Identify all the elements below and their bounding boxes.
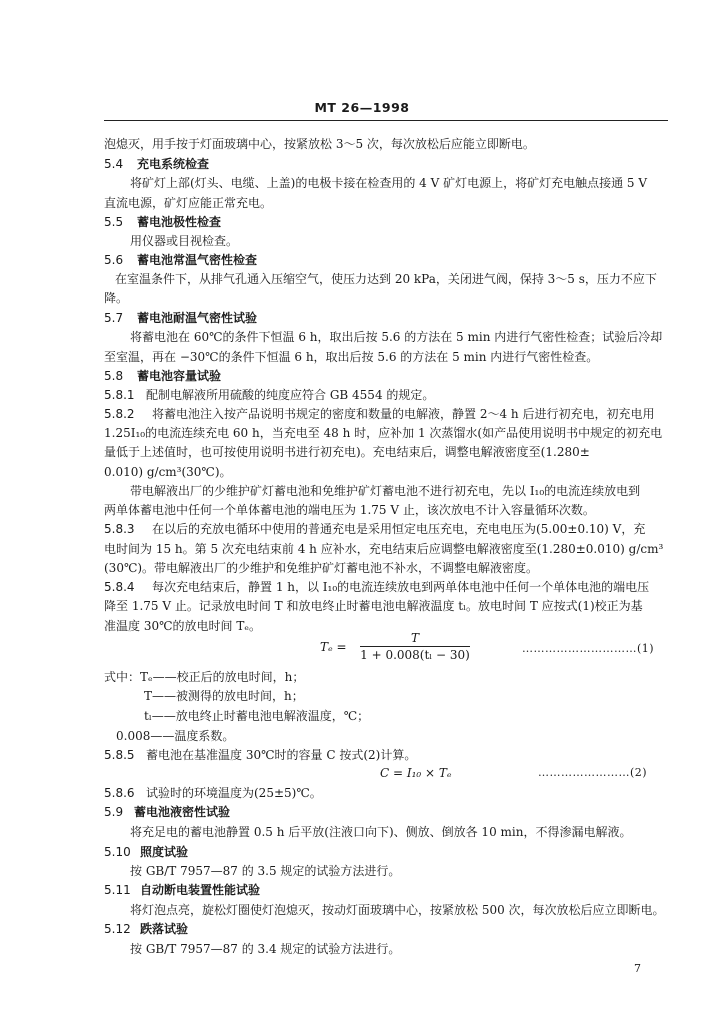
body-text-line: 蓄电池在基准温度 30℃时的容量 C 按式(2)计算。 xyxy=(146,748,417,762)
section-title: 蓄电池常温气密性检查 xyxy=(137,253,258,267)
body-text-line: 在室温条件下，从排气孔通入压缩空气，使压力达到 20 kPa，关闭进气阀，保持 3～5 s，压力不应下 xyxy=(115,272,657,286)
eq2-expression: C = I₁₀ × Tₑ xyxy=(380,766,452,780)
section-number: 5.6 xyxy=(104,253,124,267)
eq2-tag: ……………………(2) xyxy=(538,766,648,779)
standard-number-header: MT 26—1998 xyxy=(314,100,410,115)
section-number: 5.11 xyxy=(104,883,131,897)
body-text-line: 降至 1.75 V 止。记录放电时间 T 和放电终止时蓄电池电解液温度 tₗ。放电时间 T 应按式(1)校正为基 xyxy=(104,599,643,613)
eq1-numerator: T xyxy=(360,631,470,647)
body-text-line: 将蓄电池注入按产品说明书规定的密度和数量的电解液，静置 2～4 h 后进行初充电，初充电用 xyxy=(152,407,655,421)
section-number: 5.8.4 xyxy=(104,580,135,594)
header-rule xyxy=(104,120,668,121)
body-text-line: 带电解液出厂的少维护矿灯蓄电池和免维护矿灯蓄电池不进行初充电，先以 I₁₀的电流连续放电到 xyxy=(130,484,641,498)
section-number: 5.8.1 xyxy=(104,388,135,402)
eq1-lhs: Tₑ = xyxy=(320,640,347,654)
section-number: 5.7 xyxy=(104,311,124,325)
body-text-line: tₗ——放电终止时蓄电池电解液温度，℃； xyxy=(144,709,370,723)
page-number: 7 xyxy=(634,962,641,975)
body-text-line: 泡熄灭，用手按于灯面玻璃中心，按紧放松 3～5 次，每次放松后应能立即断电。 xyxy=(104,137,535,151)
body-text-line: 0.008——温度系数。 xyxy=(116,729,235,743)
section-title: 蓄电池液密性试验 xyxy=(134,805,231,819)
section-number: 5.8.5 xyxy=(104,748,135,762)
body-text-line: 直流电源，矿灯应能正常充电。 xyxy=(104,196,273,210)
section-number: 5.4 xyxy=(104,157,124,171)
section-title: 蓄电池极性检查 xyxy=(137,215,222,229)
body-text-line: 将蓄电池在 60℃的条件下恒温 6 h，取出后按 5.6 的方法在 5 min 内进行气密性检查；试验后冷却 xyxy=(130,330,663,344)
body-text-line: 在以后的充放电循环中使用的普通充电是采用恒定电压充电，充电电压为(5.00±0.10) V，充 xyxy=(152,522,646,536)
eq1-fraction xyxy=(360,631,470,663)
body-text-line: T——被测得的放电时间，h； xyxy=(144,689,304,703)
body-text-line: 电时间为 15 h。第 5 次充电结束前 4 h 应补水，充电结束后应调整电解液密度至(1.280±0.010) g/cm³ xyxy=(104,542,664,556)
section-title: 自动断电装置性能试验 xyxy=(140,883,261,897)
section-number: 5.10 xyxy=(104,845,131,859)
body-text-line: 降。 xyxy=(104,291,129,305)
body-text-line: 量低于上述值时，也可按使用说明书进行初充电)。充电结束后，调整电解液密度至(1.280± xyxy=(104,445,590,459)
section-title: 照度试验 xyxy=(140,845,189,859)
section-number: 5.12 xyxy=(104,922,131,936)
body-text-line: 按 GB/T 7957—87 的 3.4 规定的试验方法进行。 xyxy=(130,942,401,956)
section-number: 5.8.3 xyxy=(104,522,135,536)
body-text-line: 至室温，再在 −30℃的条件下恒温 6 h，取出后按 5.6 的方法在 5 min 内进行气密性检查。 xyxy=(104,350,599,364)
section-number: 5.8.6 xyxy=(104,786,135,800)
body-text-line: 将充足电的蓄电池静置 0.5 h 后平放(注液口向下)、侧放、倒放各 10 min，不得渗漏电解液。 xyxy=(130,825,632,839)
section-number: 5.9 xyxy=(104,805,124,819)
section-title: 跌落试验 xyxy=(140,922,189,936)
body-text-line: 准温度 30℃的放电时间 Tₑ。 xyxy=(104,619,261,633)
section-number: 5.8.2 xyxy=(104,407,135,421)
body-text-line: 式中：Tₑ——校正后的放电时间，h； xyxy=(104,670,305,684)
body-text-line: 两单体蓄电池中任何一个单体蓄电池的端电压为 1.75 V 止，该次放电不计入容量循环次数。 xyxy=(104,503,595,517)
body-text-line: 用仪器或目视检查。 xyxy=(130,234,239,248)
body-text-line: 每次充电结束后，静置 1 h，以 I₁₀的电流连续放电到两单体电池中任何一个单体电池的端电压 xyxy=(152,580,650,594)
eq1-denominator: 1 + 0.008(tₗ − 30) xyxy=(360,648,470,662)
body-text-line: 按 GB/T 7957—87 的 3.5 规定的试验方法进行。 xyxy=(130,864,401,878)
section-title: 蓄电池容量试验 xyxy=(137,369,222,383)
section-title: 充电系统检查 xyxy=(137,157,210,171)
body-text-line: 将矿灯上部(灯头、电缆、上盖)的电极卡接在检查用的 4 V 矿灯电源上，将矿灯充电触点接通 5 V xyxy=(130,176,648,190)
body-text-line: 配制电解液所用硫酸的纯度应符合 GB 4554 的规定。 xyxy=(146,388,435,402)
section-number: 5.5 xyxy=(104,215,124,229)
body-text-line: (30℃)。带电解液出厂的少维护和免维护矿灯蓄电池不补水，不调整电解液密度。 xyxy=(104,561,539,575)
body-text-line: 将灯泡点亮，旋松灯圈使灯泡熄灭，按动灯面玻璃中心，按紧放松 500 次，每次放松后应立即断电。 xyxy=(130,903,665,917)
section-number: 5.8 xyxy=(104,369,124,383)
body-text-line: 1.25I₁₀的电流连续充电 60 h，当充电至 48 h 时，应补加 1 次蒸馏水(如产品使用说明书中规定的初充电 xyxy=(104,426,663,440)
eq1-tag: …………………………(1) xyxy=(522,642,655,655)
body-text-line: 0.010) g/cm³(30℃)。 xyxy=(104,465,232,479)
body-text-line: 试验时的环境温度为(25±5)℃。 xyxy=(146,786,322,800)
section-title: 蓄电池耐温气密性试验 xyxy=(137,311,258,325)
